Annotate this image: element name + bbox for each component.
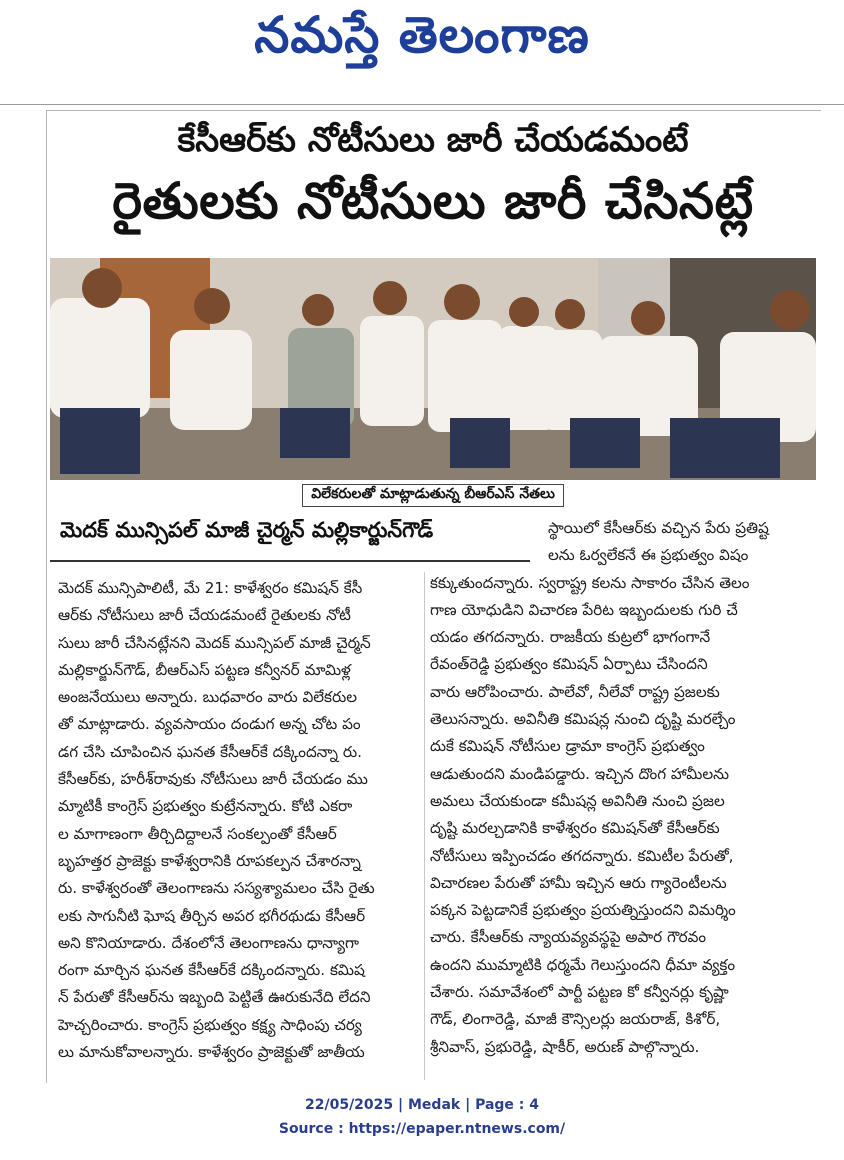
column-line: హెచ్చరించారు. కాంగ్రెస్ ప్రభుత్వం కక్ష్య సాధింపు చర్య xyxy=(58,1015,362,1034)
column-line: నోటీసులు ఇప్పించడం తగదన్నారు. కమిటీల పేరుతో, xyxy=(430,846,734,865)
column-line: దుకే కమిషన్ నోటీసుల డ్రామా కాంగ్రెస్ ప్రభుత్వం xyxy=(430,737,705,756)
column-line: ల మాగాణంగా తీర్చిదిద్దాలనే సంకల్పంతో కేసీఆర్ xyxy=(58,824,337,843)
column-line: ఆర్‌కు నోటీసులు జారీ చేయడమంటే రైతులకు నోటీ xyxy=(58,606,351,625)
column-line: పక్కన పెట్టడానికే ప్రభుత్వం ప్రయత్నిస్తుందని విమర్శిం xyxy=(430,901,736,920)
column-line: అమలు చేయకుండా కమీషన్ల అవినీతి నుంచి ప్రజల xyxy=(430,791,725,810)
column-line: సులు జారీ చేసినట్లేనని మెదక్ మున్సిపల్ మాజీ చైర్మన్ xyxy=(58,633,371,652)
article-column-left xyxy=(58,575,418,1066)
column-line: స్థాయిలో కేసీఆర్‌కు వచ్చిన పేరు ప్రతిష్ట xyxy=(548,519,769,537)
column-line: మ్మాటికీ కాంగ్రెస్ ప్రభుత్వం కుట్రేనన్నారు. కోటి ఎకరా xyxy=(58,797,353,816)
newspaper-logo: నమస్తే తెలంగాణ xyxy=(254,6,590,64)
article-subhead: మెదక్ మున్సిపల్ మాజీ చైర్మన్ మల్లికార్జున్‌గౌడ్ xyxy=(60,518,434,542)
column-line: ఉందని ముమ్మాటికి ధర్మమే గెలుస్తుందని ధీమా వ్యక్తం xyxy=(430,955,736,974)
column-line: కేసీఆర్‌కు, హరీశ్‌రావుకు నోటీసులు జారీ చేయడం ము xyxy=(58,770,368,789)
column-line: చారు. కేసీఆర్‌కు న్యాయవ్యవస్థపై అపార గౌరవం xyxy=(430,928,707,947)
footer-edition-line: 22/05/2025 | Medak | Page : 4 xyxy=(304,1097,540,1113)
column-divider xyxy=(424,572,425,1080)
column-line: కక్కుతుందన్నారు. స్వరాష్ట్ర కలను సాకారం చేసిన తెలం xyxy=(430,573,750,592)
column-line: మల్లికార్జున్‌గౌడ్, బీఆర్‌ఎస్ పట్టణ కన్వీనర్ మామిళ్ల xyxy=(58,660,351,679)
photo-caption-bar xyxy=(50,482,816,508)
column-line: తెలుసన్నారు. అవినీతి కమిషన్ల నుంచి దృష్టి మరల్చేం xyxy=(430,710,736,729)
group-photo-illustration xyxy=(50,258,816,480)
column-line: న్ పేరుతో కేసీఆర్‌ను ఇబ్బంది పెట్టితే ఊరుకునేది లేదని xyxy=(58,988,371,1007)
article-photo xyxy=(50,258,816,480)
column-line: లకు సాగునీటి ఘోష తీర్చిన అపర భగీరథుడు కేసీఆర్ xyxy=(58,906,366,925)
article-kicker: కేసీఆర్‌కు నోటీసులు జారీ చేయడమంటే xyxy=(177,120,689,160)
column-line: వారు ఆరోపించారు. పాలేవో, నీలేవో రాష్ట్ర ప్రజలకు xyxy=(430,682,720,701)
column-line: యడం తగదన్నారు. రాజకీయ కుట్రలో భాగంగానే xyxy=(430,628,711,647)
photo-caption: విలేకరులతో మాట్లాడుతున్న బీఆర్‌ఎస్ నేతలు xyxy=(302,484,564,507)
column-line: దృష్టి మరల్చడానికి కాళేశ్వరం కమిషన్‌తో కేసీఆర్‌కు xyxy=(430,819,720,838)
column-line: తో మాట్లాడారు. వ్యవసాయం దండుగ అన్న చోట పం xyxy=(58,715,361,734)
column-line: గాణ యోధుడిని విచారణ పేరిట ఇబ్బందులకు గురి చే xyxy=(430,600,738,619)
column-line: లను ఓర్వలేకనే ఈ ప్రభుత్వం విషం xyxy=(548,546,749,565)
column-line: అంజనేయులు అన్నారు. బుధవారం వారు విలేకరుల xyxy=(58,688,358,707)
column-line: లు మానుకోవాలన్నారు. కాళేశ్వరం ప్రాజెక్టుతో జాతీయ xyxy=(58,1043,365,1062)
column-line: శ్రీనివాస్, ప్రభురెడ్డి, షాకీర్, అరుణ్ పాల్గొన్నారు. xyxy=(430,1037,700,1056)
column-line: డగ చేసి చూపించిన ఘనత కేసీఆర్‌కే దక్కిందన్నా రు. xyxy=(58,742,362,761)
column-line: గౌడ్, లింగారెడ్డి, మాజీ కౌన్సిలర్లు జయరాజ్, కిశోర్, xyxy=(430,1010,721,1029)
column-line: ఆడుతుందని మండిపడ్డారు. ఇచ్చిన దొంగ హామీలను xyxy=(430,764,730,783)
column-line: రంగా మార్చిన ఘనత కేసీఆర్‌కే దక్కిందన్నారు. కమిష xyxy=(58,961,365,980)
column-line: రేవంత్‌రెడ్డి ప్రభుత్వం కమిషన్ ఏర్పాటు చేసిందని xyxy=(430,655,708,674)
masthead xyxy=(0,0,844,96)
masthead-divider xyxy=(0,104,844,105)
footer-source-line: Source : https://epaper.ntnews.com/ xyxy=(278,1121,566,1137)
column-line: మెదక్ మున్సిపాలిటీ, మే 21: కాళేశ్వరం కమిషన్ కేసీ xyxy=(58,579,363,597)
column-line: బృహత్తర ప్రాజెక్టు కాళేశ్వరానికి రూపకల్పన చేశారన్నా xyxy=(58,851,361,870)
column-line: విచారణల పేరుతో హామీ ఇచ్చిన ఆరు గ్యారెంటీలను xyxy=(430,873,727,892)
article-headline: రైతులకు నోటీసులు జారీ చేసినట్లే xyxy=(112,172,754,230)
article-column-right xyxy=(430,515,812,1061)
column-line: అని కొనియాడారు. దేశంలోనే తెలంగాణను ధాన్యాగా xyxy=(58,933,359,952)
column-line: చేశారు. సమావేశంలో పార్టీ పట్టణ కో కన్వీనర్లు కృష్ణా xyxy=(430,983,729,1002)
column-line: రు. కాళేశ్వరంతో తెలంగాణను సస్యశ్యామలం చేసి రైతు xyxy=(58,879,375,898)
